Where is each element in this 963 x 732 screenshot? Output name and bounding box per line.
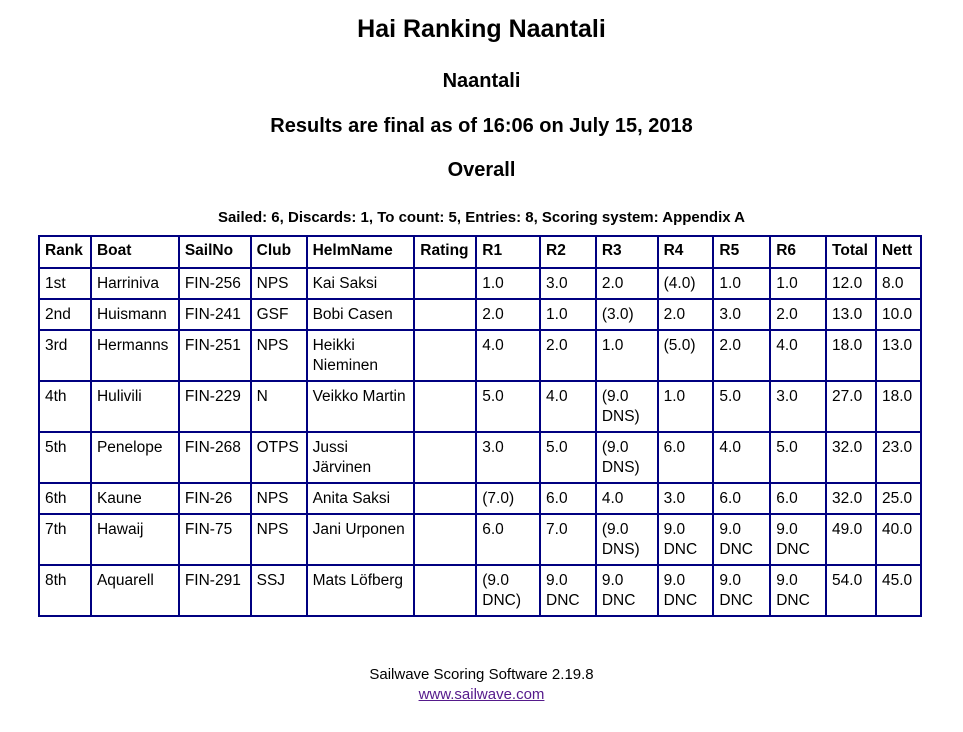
series-summary: Sailed: 6, Discards: 1, To count: 5, Entries: 8, Scoring system: Appendix A — [217, 209, 746, 226]
cell-r5: 1.0 — [713, 268, 770, 299]
cell-rating — [414, 432, 476, 483]
footer — [0, 666, 963, 703]
cell-r5: 6.0 — [713, 483, 770, 514]
table-row — [39, 381, 921, 432]
cell-total: 32.0 — [826, 432, 876, 483]
cell-helmname: Jussi Järvinen — [307, 432, 415, 483]
table-row — [39, 432, 921, 483]
results-table — [38, 235, 922, 617]
cell-r3: (9.0 DNS) — [596, 432, 658, 483]
cell-nett: 25.0 — [876, 483, 921, 514]
cell-club: NPS — [251, 514, 307, 565]
cell-boat: Aquarell — [91, 565, 179, 616]
cell-r4: 1.0 — [658, 381, 714, 432]
cell-r4: (5.0) — [658, 330, 714, 381]
column-header-nett: Nett — [876, 236, 921, 268]
column-header-boat: Boat — [91, 236, 179, 268]
table-row — [39, 330, 921, 381]
cell-total: 12.0 — [826, 268, 876, 299]
cell-nett: 18.0 — [876, 381, 921, 432]
column-header-sailno: SailNo — [179, 236, 251, 268]
software-credit: Sailwave Scoring Software 2.19.8 — [369, 666, 594, 683]
cell-r1: 3.0 — [476, 432, 540, 483]
cell-r2: 7.0 — [540, 514, 596, 565]
cell-sailno: FIN-241 — [179, 299, 251, 330]
cell-boat: Kaune — [91, 483, 179, 514]
cell-boat: Penelope — [91, 432, 179, 483]
cell-r4: 9.0 DNC — [658, 514, 714, 565]
cell-boat: Huismann — [91, 299, 179, 330]
cell-r6: 3.0 — [770, 381, 826, 432]
cell-r6: 4.0 — [770, 330, 826, 381]
cell-rating — [414, 330, 476, 381]
cell-club: OTPS — [251, 432, 307, 483]
cell-r1: (9.0 DNC) — [476, 565, 540, 616]
cell-club: NPS — [251, 483, 307, 514]
table-row — [39, 483, 921, 514]
cell-r2: 6.0 — [540, 483, 596, 514]
cell-rank: 6th — [39, 483, 91, 514]
cell-r6: 9.0 DNC — [770, 514, 826, 565]
cell-sailno: FIN-256 — [179, 268, 251, 299]
column-header-club: Club — [251, 236, 307, 268]
cell-helmname: Jani Urponen — [307, 514, 415, 565]
cell-r2: 2.0 — [540, 330, 596, 381]
cell-r4: 6.0 — [658, 432, 714, 483]
cell-rank: 3rd — [39, 330, 91, 381]
cell-r5: 5.0 — [713, 381, 770, 432]
cell-r5: 3.0 — [713, 299, 770, 330]
column-header-r1: R1 — [476, 236, 540, 268]
cell-r6: 6.0 — [770, 483, 826, 514]
cell-r2: 4.0 — [540, 381, 596, 432]
cell-r5: 9.0 DNC — [713, 514, 770, 565]
cell-r5: 4.0 — [713, 432, 770, 483]
cell-boat: Hawaij — [91, 514, 179, 565]
cell-boat: Hulivili — [91, 381, 179, 432]
cell-r1: 5.0 — [476, 381, 540, 432]
cell-r4: 9.0 DNC — [658, 565, 714, 616]
cell-helmname: Veikko Martin — [307, 381, 415, 432]
cell-r5: 2.0 — [713, 330, 770, 381]
table-row — [39, 565, 921, 616]
cell-r1: (7.0) — [476, 483, 540, 514]
cell-rank: 2nd — [39, 299, 91, 330]
cell-rank: 5th — [39, 432, 91, 483]
cell-r6: 2.0 — [770, 299, 826, 330]
cell-r3: 9.0 DNC — [596, 565, 658, 616]
cell-rating — [414, 299, 476, 330]
results-status-heading: Results are final as of 16:06 on July 15, 2018 — [270, 115, 693, 137]
cell-club: NPS — [251, 268, 307, 299]
cell-r2: 3.0 — [540, 268, 596, 299]
column-header-helmname: HelmName — [307, 236, 415, 268]
cell-r6: 5.0 — [770, 432, 826, 483]
cell-helmname: Bobi Casen — [307, 299, 415, 330]
cell-rating — [414, 483, 476, 514]
table-header-row — [39, 236, 921, 268]
column-header-rating: Rating — [414, 236, 476, 268]
column-header-total: Total — [826, 236, 876, 268]
cell-nett: 40.0 — [876, 514, 921, 565]
cell-sailno: FIN-75 — [179, 514, 251, 565]
cell-boat: Harriniva — [91, 268, 179, 299]
cell-nett: 13.0 — [876, 330, 921, 381]
cell-helmname: Mats Löfberg — [307, 565, 415, 616]
cell-r1: 1.0 — [476, 268, 540, 299]
cell-helmname: Anita Saksi — [307, 483, 415, 514]
cell-r6: 1.0 — [770, 268, 826, 299]
cell-r4: 2.0 — [658, 299, 714, 330]
cell-r4: (4.0) — [658, 268, 714, 299]
cell-sailno: FIN-251 — [179, 330, 251, 381]
cell-r2: 1.0 — [540, 299, 596, 330]
cell-club: SSJ — [251, 565, 307, 616]
cell-club: N — [251, 381, 307, 432]
cell-sailno: FIN-268 — [179, 432, 251, 483]
cell-r3: 4.0 — [596, 483, 658, 514]
sailwave-link[interactable]: www.sailwave.com — [418, 686, 545, 703]
cell-r1: 4.0 — [476, 330, 540, 381]
cell-nett: 23.0 — [876, 432, 921, 483]
cell-r3: (3.0) — [596, 299, 658, 330]
column-header-r5: R5 — [713, 236, 770, 268]
column-header-rank: Rank — [39, 236, 91, 268]
venue-heading: Naantali — [442, 70, 521, 92]
cell-rank: 4th — [39, 381, 91, 432]
section-heading: Overall — [447, 159, 516, 181]
cell-nett: 8.0 — [876, 268, 921, 299]
cell-rank: 8th — [39, 565, 91, 616]
cell-r4: 3.0 — [658, 483, 714, 514]
cell-boat: Hermanns — [91, 330, 179, 381]
cell-r2: 5.0 — [540, 432, 596, 483]
cell-r5: 9.0 DNC — [713, 565, 770, 616]
cell-total: 18.0 — [826, 330, 876, 381]
column-header-r3: R3 — [596, 236, 658, 268]
cell-r2: 9.0 DNC — [540, 565, 596, 616]
cell-total: 32.0 — [826, 483, 876, 514]
cell-rating — [414, 514, 476, 565]
cell-club: NPS — [251, 330, 307, 381]
results-table-body — [39, 268, 921, 616]
cell-r3: 1.0 — [596, 330, 658, 381]
cell-nett: 10.0 — [876, 299, 921, 330]
cell-rating — [414, 565, 476, 616]
cell-r3: (9.0 DNS) — [596, 514, 658, 565]
cell-rating — [414, 381, 476, 432]
cell-helmname: Heikki Nieminen — [307, 330, 415, 381]
cell-sailno: FIN-229 — [179, 381, 251, 432]
cell-sailno: FIN-26 — [179, 483, 251, 514]
table-row — [39, 514, 921, 565]
cell-r3: (9.0 DNS) — [596, 381, 658, 432]
cell-sailno: FIN-291 — [179, 565, 251, 616]
cell-r6: 9.0 DNC — [770, 565, 826, 616]
cell-total: 13.0 — [826, 299, 876, 330]
cell-r3: 2.0 — [596, 268, 658, 299]
cell-helmname: Kai Saksi — [307, 268, 415, 299]
column-header-r4: R4 — [658, 236, 714, 268]
cell-total: 49.0 — [826, 514, 876, 565]
table-row — [39, 299, 921, 330]
cell-club: GSF — [251, 299, 307, 330]
column-header-r2: R2 — [540, 236, 596, 268]
cell-total: 54.0 — [826, 565, 876, 616]
page-title: Hai Ranking Naantali — [357, 15, 606, 43]
cell-r1: 2.0 — [476, 299, 540, 330]
cell-nett: 45.0 — [876, 565, 921, 616]
column-header-r6: R6 — [770, 236, 826, 268]
cell-rank: 1st — [39, 268, 91, 299]
cell-r1: 6.0 — [476, 514, 540, 565]
cell-rating — [414, 268, 476, 299]
cell-rank: 7th — [39, 514, 91, 565]
cell-total: 27.0 — [826, 381, 876, 432]
table-row — [39, 268, 921, 299]
